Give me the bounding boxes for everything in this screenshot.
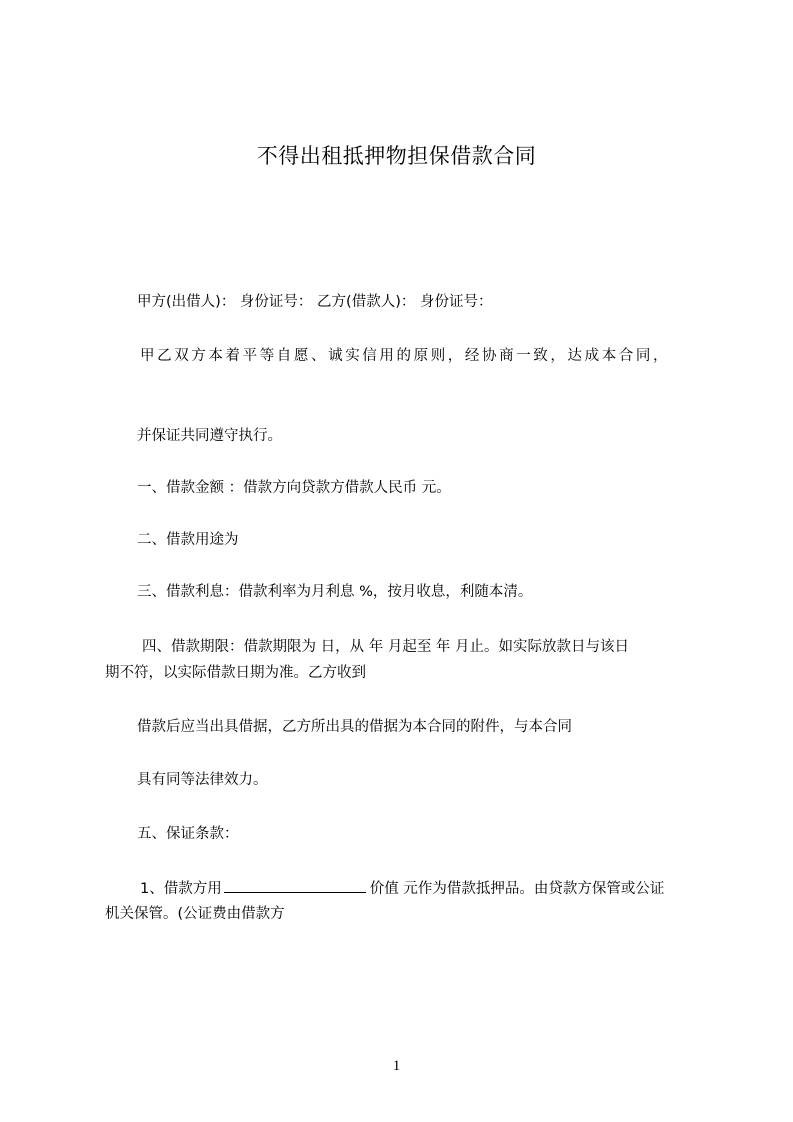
clause-1-loan-amount: 一、借款金额 ：借款方向贷款方借款人民币 元。 <box>137 480 451 496</box>
clause-5-item-1-line-1 <box>140 878 664 899</box>
clause-4-line-3: 借款后应当出具借据，乙方所出具的借据为本合同的附件，与本合同 <box>137 719 572 735</box>
collateral-blank-line <box>224 878 366 893</box>
intro-line-1: 甲乙双方本着平等自愿、诚实信用的原则，经协商一致，达成本合同， <box>140 348 671 364</box>
page-number: 1 <box>392 1058 401 1074</box>
parties-line: 甲方(出借人)： 身份证号： 乙方(借款人)： 身份证号： <box>137 294 493 310</box>
clause-4-line-1: 四、借款期限：借款期限为 日，从 年 月起至 年 月止。如实际放款日与该日 <box>142 639 630 655</box>
clause-5-item-1-line-2: 机关保管。(公证费由借款方 <box>105 906 285 922</box>
clause-4-line-4: 具有同等法律效力。 <box>137 772 268 788</box>
clause-2-loan-purpose: 二、借款用途为 <box>137 532 239 548</box>
clause-5-item-1-prefix: 1、借款方用 <box>140 881 222 897</box>
intro-line-2: 并保证共同遵守执行。 <box>137 428 282 444</box>
clause-5-item-1-suffix: 价值 元作为借款抵押品。由贷款方保管或公证 <box>369 881 665 897</box>
document-title: 不得出租抵押物担保借款合同 <box>256 144 537 168</box>
clause-4-line-2: 期不符，以实际借款日期为准。乙方收到 <box>105 665 366 681</box>
clause-5-heading: 五、保证条款： <box>137 826 239 842</box>
clause-3-interest: 三、借款利息：借款利率为月利息 %，按月收息，利随本清。 <box>137 584 533 600</box>
